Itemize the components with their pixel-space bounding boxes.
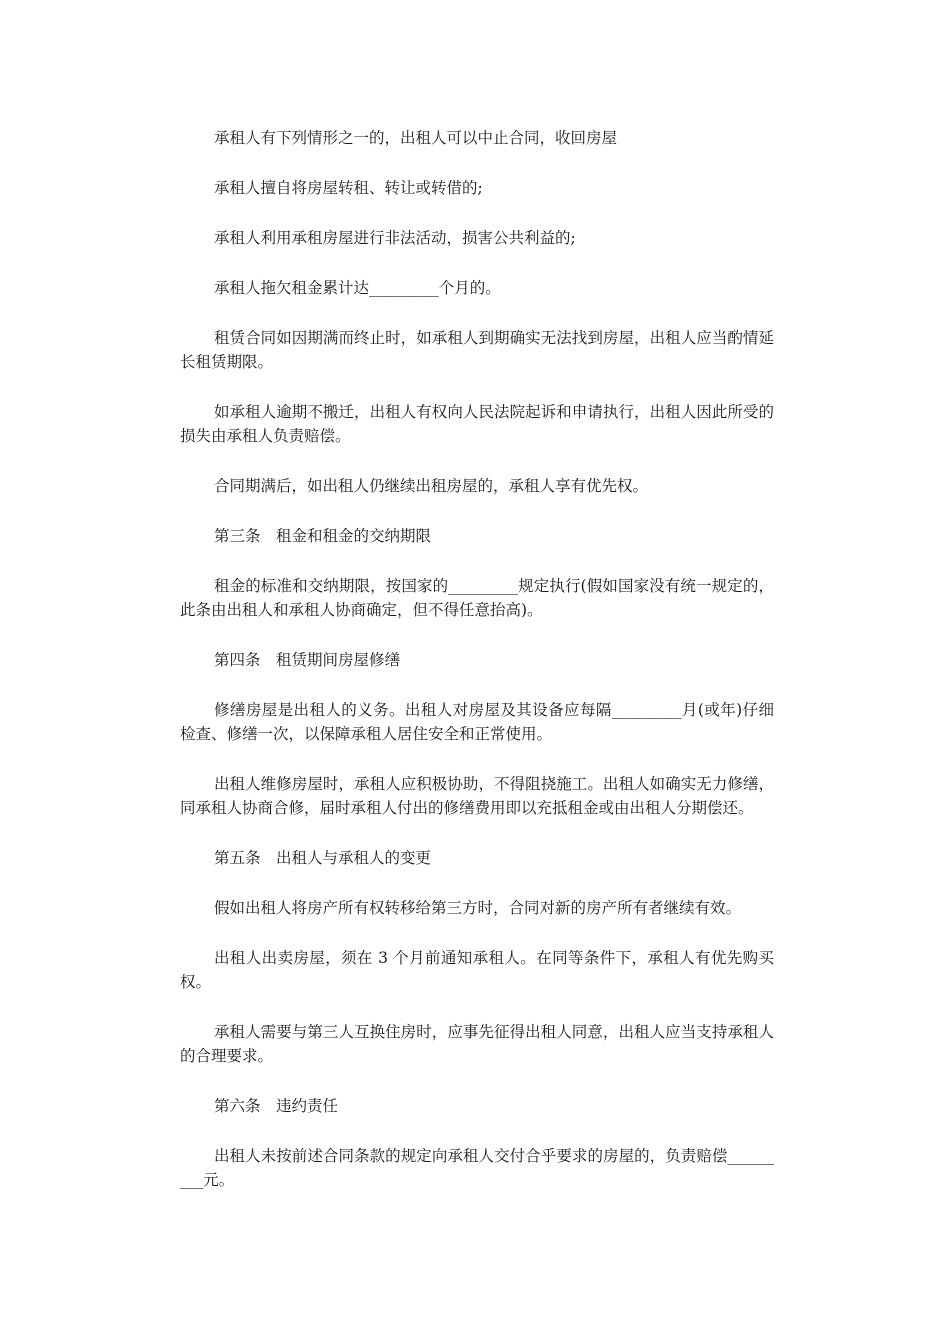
paragraph: 如承租人逾期不搬迁，出租人有权向人民法院起诉和申请执行，出租人因此所受的损失由承租人负责赔偿。 (180, 403, 774, 445)
paragraph: 合同期满后，如出租人仍继续出租房屋的，承租人享有优先权。 (214, 477, 649, 495)
section-heading: 第五条 出租人与承租人的变更 (214, 849, 432, 867)
paragraph: 修缮房屋是出租人的义务。出租人对房屋及其设备应每隔_________月(或年)仔细检查、修缮一次，以保障承租人居住安全和正常使用。 (180, 701, 774, 743)
section-heading: 第四条 租赁期间房屋修缮 (214, 651, 401, 669)
paragraph: 租赁合同如因期满而终止时，如承租人到期确实无法找到房屋，出租人应当酌情延长租赁期限。 (180, 329, 774, 371)
section-heading: 第三条 租金和租金的交纳期限 (214, 527, 432, 545)
paragraph: 承租人有下列情形之一的，出租人可以中止合同，收回房屋 (214, 129, 618, 147)
paragraph: 出租人未按前述合同条款的规定向承租人交付合乎要求的房屋的，负责赔偿_________元。 (180, 1147, 774, 1189)
paragraph: 承租人需要与第三人互换住房时，应事先征得出租人同意，出租人应当支持承租人的合理要求。 (180, 1023, 774, 1065)
paragraph: 出租人维修房屋时，承租人应积极协助，不得阻挠施工。出租人如确实无力修缮，同承租人协商合修，届时承租人付出的修缮费用即以充抵租金或由出租人分期偿还。 (180, 775, 774, 817)
paragraph: 承租人擅自将房屋转租、转让或转借的; (214, 179, 483, 197)
paragraph: 承租人利用承租房屋进行非法活动，损害公共利益的; (214, 229, 576, 247)
section-heading: 第六条 违约责任 (214, 1097, 339, 1115)
paragraph: 承租人拖欠租金累计达_________个月的。 (214, 279, 501, 297)
document-page (180, 126, 774, 1218)
paragraph: 假如出租人将房产所有权转移给第三方时，合同对新的房产所有者继续有效。 (214, 899, 742, 917)
paragraph: 出租人出卖房屋，须在 3 个月前通知承租人。在同等条件下，承租人有优先购买权。 (180, 949, 774, 991)
paragraph: 租金的标准和交纳期限，按国家的_________规定执行(假如国家没有统一规定的，此条由出租人和承租人协商确定，但不得任意抬高)。 (180, 577, 774, 619)
